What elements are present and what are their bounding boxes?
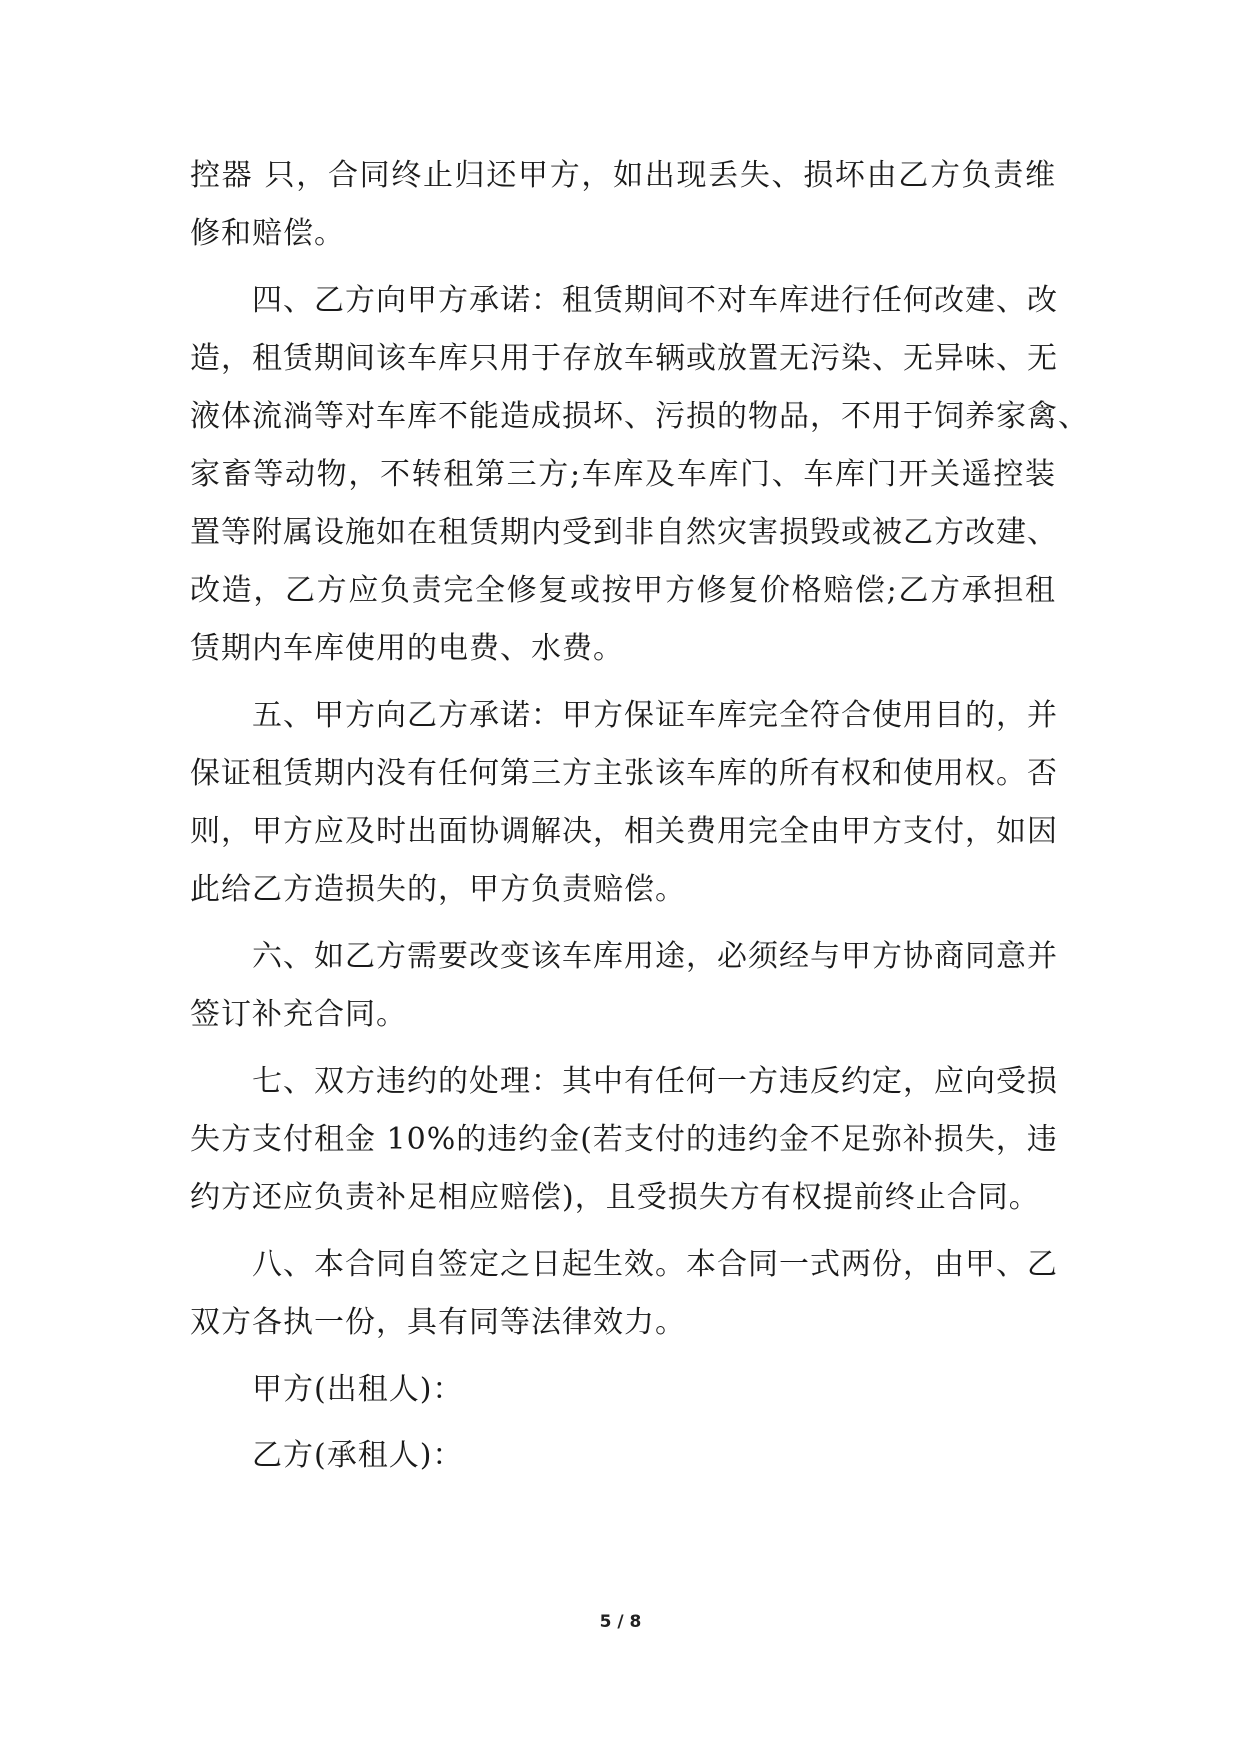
paragraph-4-line: 四、乙方向甲方承诺：租赁期间不对车库进行任何改建、改: [252, 283, 1058, 318]
party-b-signature-line: 乙方(承租人)：: [252, 1438, 464, 1473]
text-line: 液体流淌等对车库不能造成损坏、污损的物品，不用于饲养家禽、: [190, 399, 1089, 434]
text-line: 失方支付租金 10%的违约金(若支付的违约金不足弥补损失，违: [190, 1122, 1058, 1157]
text-line: 签订补充合同。: [190, 997, 407, 1032]
text-line: 保证租赁期内没有任何第三方主张该车库的所有权和使用权。否: [190, 756, 1058, 791]
page-number: 5 / 8: [599, 1612, 642, 1632]
text-line: 家畜等动物，不转租第三方;车库及车库门、车库门开关遥控装: [190, 457, 1056, 492]
paragraph-6-line: 六、如乙方需要改变该车库用途，必须经与甲方协商同意并: [252, 939, 1058, 974]
text-line: 置等附属设施如在租赁期内受到非自然灾害损毁或被乙方改建、: [190, 515, 1058, 550]
text-line: 造，租赁期间该车库只用于存放车辆或放置无污染、无异味、无: [190, 341, 1058, 376]
text-line: 赁期内车库使用的电费、水费。: [190, 631, 624, 666]
text-line: 修和赔偿。: [190, 216, 345, 251]
text-line: 则，甲方应及时出面协调解决，相关费用完全由甲方支付，如因: [190, 814, 1058, 849]
party-a-signature-line: 甲方(出租人)：: [252, 1372, 464, 1407]
text-line: 控器 只，合同终止归还甲方，如出现丢失、损坏由乙方负责维: [190, 158, 1056, 193]
text-line: 改造，乙方应负责完全修复或按甲方修复价格赔偿;乙方承担租: [190, 573, 1056, 608]
paragraph-8-line: 八、本合同自签定之日起生效。本合同一式两份，由甲、乙: [252, 1247, 1058, 1282]
paragraph-7-line: 七、双方违约的处理：其中有任何一方违反约定，应向受损: [252, 1064, 1058, 1099]
text-line: 约方还应负责补足相应赔偿)，且受损失方有权提前终止合同。: [190, 1180, 1040, 1215]
paragraph-5-line: 五、甲方向乙方承诺：甲方保证车库完全符合使用目的，并: [252, 698, 1058, 733]
text-line: 双方各执一份，具有同等法律效力。: [190, 1305, 686, 1340]
text-line: 此给乙方造损失的，甲方负责赔偿。: [190, 872, 686, 907]
